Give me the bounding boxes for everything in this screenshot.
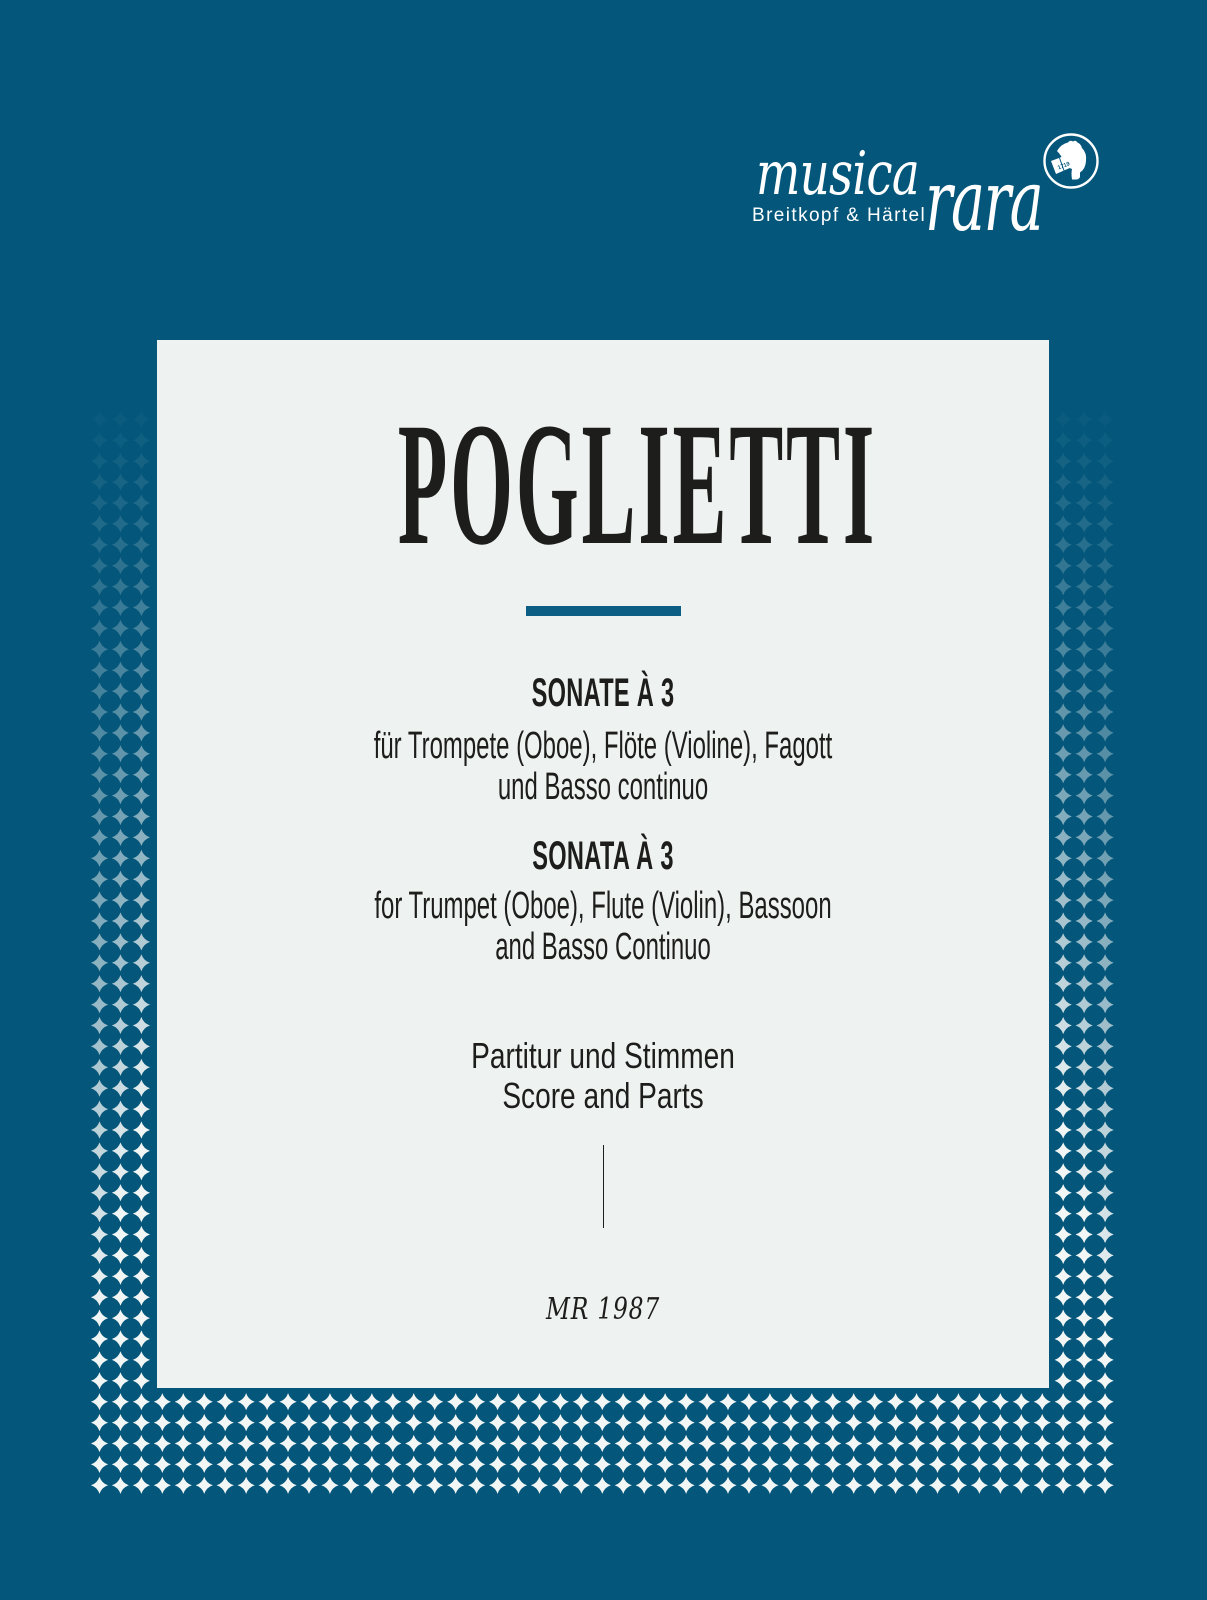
accent-bar	[526, 606, 681, 616]
edition-statement-english: Score and Parts	[502, 1075, 704, 1116]
publisher-name-musica: musica	[756, 139, 919, 209]
composer-name: POGLIETTI	[397, 387, 878, 582]
instrumentation-german	[322, 726, 884, 808]
title-panel	[157, 340, 1049, 1388]
edition-statement-german: Partitur und Stimmen	[471, 1035, 735, 1076]
publisher-imprint: Breitkopf & Härtel	[752, 205, 927, 226]
instrumentation-english-line1: for Trumpet (Oboe), Flute (Violin), Bassoon	[374, 885, 832, 927]
bear-emblem-year: 1719	[1057, 161, 1071, 172]
bear-emblem-icon	[1041, 131, 1101, 191]
vertical-divider	[603, 1145, 604, 1228]
instrumentation-english	[322, 886, 884, 968]
work-title-german: SONATE À 3	[531, 671, 675, 715]
instrumentation-german-line1: für Trompete (Oboe), Flöte (Violine), Fagott	[373, 725, 833, 767]
catalog-number: MR 1987	[545, 1292, 661, 1327]
instrumentation-english-line2: and Basso Continuo	[495, 926, 711, 968]
work-title-english: SONATA À 3	[532, 834, 674, 878]
publisher-name-rara: rara	[925, 152, 1043, 250]
edition-statement	[255, 1036, 951, 1116]
instrumentation-german-line2: und Basso continuo	[497, 766, 709, 808]
